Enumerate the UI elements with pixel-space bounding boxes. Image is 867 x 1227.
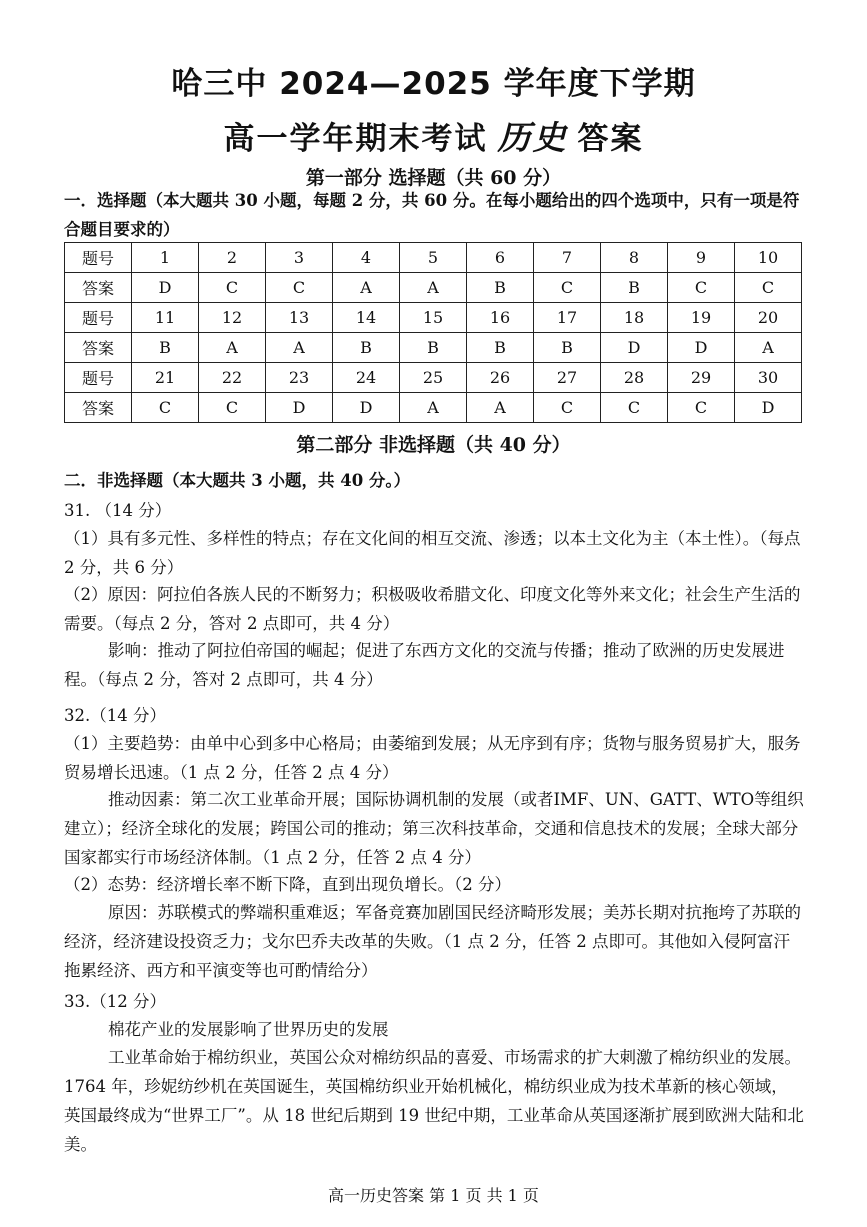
question-number-cell: 19 xyxy=(668,303,735,333)
part2-instruction: 二．非选择题（本大题共 3 小题，共 40 分。） xyxy=(64,471,411,490)
answer-cell: D xyxy=(735,393,802,423)
answer-table xyxy=(64,242,802,423)
q31-part1: （1）具有多元性、多样性的特点；存在文化间的相互交流、渗透；以本土文化为主（本土性）。（每点 2 分，共 6 分） xyxy=(64,529,801,577)
answer-cell: A xyxy=(333,273,400,303)
question-number-cell: 22 xyxy=(199,363,266,393)
answer-cell: D xyxy=(266,393,333,423)
answer-cell: A xyxy=(467,393,534,423)
answer-cell: C xyxy=(534,273,601,303)
q32-part1-trend: （1）主要趋势：由单中心到多中心格局；由萎缩到发展；从无序到有序；货物与服务贸易扩大，服务贸易增长迅速。（1 点 2 分，任答 2 点 4 分） xyxy=(64,734,801,782)
question-number-cell: 27 xyxy=(534,363,601,393)
answer-cell: B xyxy=(333,333,400,363)
question-number-cell: 23 xyxy=(266,363,333,393)
answer-cell: C xyxy=(668,393,735,423)
title-line-2 xyxy=(0,112,867,159)
question-number-cell: 9 xyxy=(668,243,735,273)
answer-cell: C xyxy=(668,273,735,303)
q33-header: 33.（12 分） xyxy=(64,992,166,1011)
q31-header: 31. （14 分） xyxy=(64,501,172,520)
row-label-number: 题号 xyxy=(65,363,132,393)
question-number-cell: 8 xyxy=(601,243,668,273)
answer-cell: C xyxy=(601,393,668,423)
question-number-cell: 10 xyxy=(735,243,802,273)
number-row xyxy=(65,303,802,333)
answer-cell: B xyxy=(400,333,467,363)
question-number-cell: 30 xyxy=(735,363,802,393)
q32-part2-state: （2）态势：经济增长率不断下降，直到出现负增长。（2 分） xyxy=(64,875,511,894)
question-number-cell: 16 xyxy=(467,303,534,333)
answer-row xyxy=(65,333,802,363)
question-number-cell: 7 xyxy=(534,243,601,273)
question-number-cell: 12 xyxy=(199,303,266,333)
title-line-1: 哈三中 2024—2025 学年度下学期 xyxy=(171,66,696,102)
question-number-cell: 29 xyxy=(668,363,735,393)
number-row xyxy=(65,243,802,273)
title-exam-name: 高一学年期末考试 xyxy=(223,121,488,157)
question-number-cell: 6 xyxy=(467,243,534,273)
q31-part2-reason: （2）原因：阿拉伯各族人民的不断努力；积极吸收希腊文化、印度文化等外来文化；社会生产生活的需要。（每点 2 分，答对 2 点即可，共 4 分） xyxy=(64,585,801,633)
question-number-cell: 5 xyxy=(400,243,467,273)
q33-body: 工业革命始于棉纺织业，英国公众对棉纺织品的喜爱、市场需求的扩大刺激了棉纺织业的发展。1764 年，珍妮纺纱机在英国诞生，英国棉纺织业开始机械化，棉纺织业成为技术革新的核心领域，英国最终成为“世界工厂”。从 18 世纪后期到 19 世纪中期，工业革命从英国逐渐扩展到欧洲大陆和北美。 xyxy=(64,1048,804,1154)
q32-header: 32.（14 分） xyxy=(64,706,166,725)
question-number-cell: 2 xyxy=(199,243,266,273)
answer-cell: D xyxy=(668,333,735,363)
row-label-answer: 答案 xyxy=(65,333,132,363)
answer-cell: C xyxy=(735,273,802,303)
answer-cell: D xyxy=(132,273,199,303)
answer-cell: C xyxy=(266,273,333,303)
answer-cell: C xyxy=(199,273,266,303)
answer-cell: D xyxy=(601,333,668,363)
question-number-cell: 24 xyxy=(333,363,400,393)
question-number-cell: 1 xyxy=(132,243,199,273)
question-number-cell: 26 xyxy=(467,363,534,393)
part1-instruction: 一．选择题（本大题共 30 小题，每题 2 分，共 60 分。在每小题给出的四个选项中，只有一项是符合题目要求的） xyxy=(64,191,800,239)
question-number-cell: 17 xyxy=(534,303,601,333)
answer-cell: B xyxy=(132,333,199,363)
question-number-cell: 28 xyxy=(601,363,668,393)
answer-cell: B xyxy=(467,333,534,363)
row-label-answer: 答案 xyxy=(65,393,132,423)
part2-heading: 第二部分 非选择题（共 40 分） xyxy=(296,434,571,456)
page-footer: 高一历史答案 第 1 页 共 1 页 xyxy=(328,1186,539,1205)
question-number-cell: 13 xyxy=(266,303,333,333)
number-row xyxy=(65,363,802,393)
question-number-cell: 3 xyxy=(266,243,333,273)
answer-cell: C xyxy=(534,393,601,423)
question-number-cell: 11 xyxy=(132,303,199,333)
answer-cell: B xyxy=(534,333,601,363)
answer-cell: C xyxy=(199,393,266,423)
row-label-number: 题号 xyxy=(65,303,132,333)
answer-cell: C xyxy=(132,393,199,423)
title-answer-word: 答案 xyxy=(577,121,644,157)
question-number-cell: 20 xyxy=(735,303,802,333)
question-number-cell: 14 xyxy=(333,303,400,333)
q32-part2-reason: 原因：苏联模式的弊端积重难返；军备竞赛加剧国民经济畸形发展；美苏长期对抗拖垮了苏联的经济，经济建设投资乏力；戈尔巴乔夫改革的失败。（1 点 2 分，任答 2 点即可。其他如入侵阿富汗拖累经济、西方和平演变等也可酌情给分） xyxy=(64,903,801,980)
answer-row xyxy=(65,273,802,303)
answer-cell: A xyxy=(400,273,467,303)
q32-part1-factors: 推动因素：第二次工业革命开展；国际协调机制的发展（或者IMF、UN、GATT、WTO等组织建立）；经济全球化的发展；跨国公司的推动；第三次科技革命，交通和信息技术的发展；全球大部分国家都实行市场经济体制。（1 点 2 分，任答 2 点 4 分） xyxy=(64,790,804,867)
part1-heading: 第一部分 选择题（共 60 分） xyxy=(305,167,562,189)
question-number-cell: 21 xyxy=(132,363,199,393)
question-number-cell: 15 xyxy=(400,303,467,333)
answer-cell: A xyxy=(400,393,467,423)
answer-cell: B xyxy=(601,273,668,303)
question-number-cell: 25 xyxy=(400,363,467,393)
row-label-number: 题号 xyxy=(65,243,132,273)
answer-row xyxy=(65,393,802,423)
answer-cell: A xyxy=(199,333,266,363)
answer-cell: B xyxy=(467,273,534,303)
question-number-cell: 4 xyxy=(333,243,400,273)
q33-thesis: 棉花产业的发展影响了世界历史的发展 xyxy=(108,1020,389,1039)
answer-cell: A xyxy=(735,333,802,363)
question-number-cell: 18 xyxy=(601,303,668,333)
title-subject: 历史 xyxy=(497,118,568,157)
q31-part2-impact: 影响：推动了阿拉伯帝国的崛起；促进了东西方文化的交流与传播；推动了欧洲的历史发展进程。（每点 2 分，答对 2 点即可，共 4 分） xyxy=(64,641,785,689)
row-label-answer: 答案 xyxy=(65,273,132,303)
answer-cell: A xyxy=(266,333,333,363)
answer-cell: D xyxy=(333,393,400,423)
